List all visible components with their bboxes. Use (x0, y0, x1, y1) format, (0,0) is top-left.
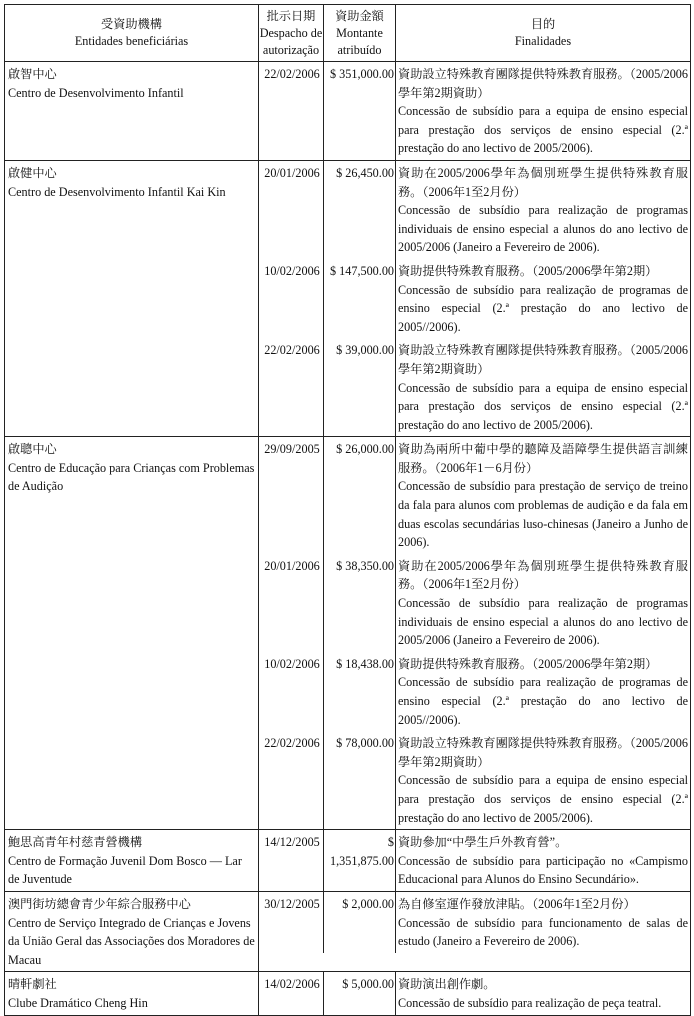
entity-cell (5, 160, 259, 436)
purpose-pt: Concessão de subsídio para a equipa de ensino especial para prestação dos serviços de ensino especial (2.ª prestação do ano lectivo de 2005/2006). (398, 773, 688, 825)
header-purpose-pt: Finalidades (514, 34, 572, 48)
grant-date: 22/02/2006 (259, 338, 324, 436)
entity-cell (5, 62, 259, 161)
purpose-pt: Concessão de subsídio para realização de programas de ensino especial (2.ª prestação do ano lectivo de 2005//2006). (398, 675, 688, 727)
grant-purpose (396, 892, 690, 953)
grant-item (259, 259, 690, 338)
grant-item (259, 62, 690, 160)
grant-amount: $ 78,000.00 (324, 731, 396, 829)
grant-purpose (396, 731, 690, 829)
grant-item (259, 652, 690, 731)
header-purpose (396, 5, 691, 62)
grant-purpose (396, 437, 690, 554)
entity-name-pt: Centro de Formação Juvenil Dom Bosco — Lar de Juventude (8, 853, 242, 887)
grant-date: 22/02/2006 (259, 62, 324, 160)
grant-amount: $ 147,500.00 (324, 259, 396, 338)
entity-name-zh: 晴軒劇社 (8, 977, 57, 992)
purpose-zh: 資助設立特殊教育團隊提供特殊教育服務。（2005/2006學年第2期資助） (398, 736, 688, 769)
grant-amount: $ 26,000.00 (324, 437, 396, 554)
grants-table (4, 4, 691, 1016)
grant-purpose (396, 972, 690, 1014)
purpose-zh: 資助設立特殊教育團隊提供特殊教育服務。（2005/2006學年第2期資助） (398, 343, 688, 376)
purpose-zh: 資助演出創作劇。 (398, 977, 496, 992)
purpose-pt: Concessão de subsídio para realização de peça teatral. (398, 995, 662, 1010)
table-row (5, 160, 691, 436)
grant-date: 20/01/2006 (259, 161, 324, 259)
grant-purpose (396, 554, 690, 652)
grant-purpose (396, 830, 690, 891)
table-row (5, 830, 691, 892)
header-amount-pt2: atribuído (337, 42, 382, 57)
grant-item (259, 161, 690, 259)
purpose-pt: Concessão de subsídio para participação no «Campismo Educacional para Alunos do Ensino Secundário». (398, 853, 688, 887)
purpose-zh: 資助提供特殊教育服務。（2005/2006學年第2期） (398, 656, 658, 671)
table-row (5, 62, 691, 161)
purpose-zh: 資助提供特殊教育服務。（2005/2006學年第2期） (398, 263, 658, 278)
grant-item (259, 554, 690, 652)
grant-date: 14/02/2006 (259, 972, 324, 1014)
grant-items-cell (259, 160, 691, 436)
entity-name-zh: 鮑思高青年村慈青營機構 (8, 835, 143, 850)
purpose-pt: Concessão de subsídio para realização de programas individuais de ensino especial a alunos do ano lectivo de 2005/2006 (Janeiro a Fevereiro de 2006). (398, 203, 688, 255)
entity-name-zh: 澳門街坊總會青少年綜合服務中心 (8, 896, 191, 911)
purpose-pt: Concessão de subsídio para funcionamento de salas de estudo (Janeiro a Fevereiro de 2006). (398, 915, 688, 949)
grant-amount: $ 26,450.00 (324, 161, 396, 259)
entity-cell (5, 437, 259, 830)
purpose-zh: 資助為兩所中葡中學的聽障及語障學生提供語言訓練服務。（2006年1－6月份） (398, 442, 688, 475)
grant-item (259, 338, 690, 436)
entity-cell (5, 830, 259, 892)
grant-date: 10/02/2006 (259, 259, 324, 338)
grant-date: 20/01/2006 (259, 554, 324, 652)
grant-amount: $ 2,000.00 (324, 892, 396, 953)
purpose-zh: 資助設立特殊教育團隊提供特殊教育服務。（2005/2006學年第2期資助） (398, 67, 688, 100)
header-entity-zh: 受資助機構 (101, 17, 162, 31)
entity-name-pt: Centro de Desenvolvimento Infantil Kai Kin (8, 184, 226, 199)
purpose-zh: 資助參加“中學生戶外教育營”。 (398, 835, 568, 850)
grant-date: 22/02/2006 (259, 731, 324, 829)
entity-name-pt: Clube Dramático Cheng Hin (8, 995, 148, 1010)
header-date-zh: 批示日期 (266, 8, 316, 23)
entity-name-pt: Centro de Educação para Crianças com Problemas de Audição (8, 460, 255, 494)
header-purpose-zh: 目的 (530, 17, 556, 31)
purpose-zh: 為自修室運作發放津貼。（2006年1至2月份） (398, 896, 636, 911)
table-header-row (5, 5, 691, 62)
entity-cell (5, 972, 259, 1015)
grant-items-cell (259, 437, 691, 830)
purpose-pt: Concessão de subsídio para a equipa de ensino especial para prestação dos serviços de ensino especial (2.ª prestação do ano lectivo de 2005/2006). (398, 104, 688, 156)
table-row (5, 437, 691, 830)
header-amount (324, 5, 396, 62)
header-amount-zh: 資助金額 (335, 8, 384, 23)
purpose-pt: Concessão de subsídio para realização de programas de ensino especial (2.ª prestação do ano lectivo de 2005//2006). (398, 282, 688, 334)
grant-amount: $ 1,351,875.00 (324, 830, 396, 891)
header-date (259, 5, 324, 62)
purpose-pt: Concessão de subsídio para prestação de serviço de treino da fala para alunos com problemas de audição e da fala em duas escolas secundárias luso-chinesas (Janeiro a Junho de 2006). (398, 479, 688, 550)
grant-items-cell (259, 972, 691, 1015)
header-date-pt1: Despacho de (259, 25, 323, 40)
grant-purpose (396, 652, 690, 731)
grant-purpose (396, 338, 690, 436)
grant-amount: $ 38,350.00 (324, 554, 396, 652)
grant-item (259, 437, 690, 554)
grant-date: 30/12/2005 (259, 892, 324, 953)
grant-purpose (396, 62, 690, 160)
grant-date: 10/02/2006 (259, 652, 324, 731)
grant-items-cell (259, 830, 691, 892)
grant-item (259, 731, 690, 829)
grant-amount: $ 5,000.00 (324, 972, 396, 1014)
grant-purpose (396, 161, 690, 259)
grant-date: 29/09/2005 (259, 437, 324, 554)
table-row (5, 972, 691, 1015)
purpose-zh: 資助在2005/2006學年為個別班學生提供特殊教育服務。（2006年1至2月份） (398, 558, 688, 592)
table-body (5, 62, 691, 1016)
grant-amount: $ 351,000.00 (324, 62, 396, 160)
header-entity (5, 5, 259, 62)
entity-name-pt: Centro de Desenvolvimento Infantil (8, 85, 184, 100)
table-row (5, 891, 691, 971)
header-entity-pt: Entidades beneficiárias (74, 34, 189, 48)
grant-purpose (396, 259, 690, 338)
grant-date: 14/12/2005 (259, 830, 324, 891)
header-date-pt2: autorização (262, 42, 320, 57)
grant-items-cell (259, 62, 691, 161)
purpose-zh: 資助在2005/2006學年為個別班學生提供特殊教育服務。（2006年1至2月份） (398, 165, 688, 199)
entity-name-pt: Centro de Serviço Integrado de Crianças e Jovens da União Geral das Associações dos Moradores de Macau (8, 915, 255, 967)
grant-items-cell (259, 891, 691, 971)
grant-amount: $ 18,438.00 (324, 652, 396, 731)
header-amount-pt1: Montante (336, 25, 383, 40)
purpose-pt: Concessão de subsídio para realização de programas individuais de ensino especial a alunos do ano lectivo de 2005/2006 (Janeiro a Fevereiro de 2006). (398, 596, 688, 648)
entity-name-zh: 啟聰中心 (8, 442, 57, 457)
grant-amount: $ 39,000.00 (324, 338, 396, 436)
entity-name-zh: 啟健中心 (8, 165, 57, 180)
entity-cell (5, 891, 259, 971)
grant-item (259, 830, 690, 891)
grant-item (259, 892, 690, 953)
purpose-pt: Concessão de subsídio para a equipa de ensino especial para prestação dos serviços de ensino especial (2.ª prestação do ano lectivo de 2005/2006). (398, 380, 688, 432)
grant-item (259, 972, 690, 1014)
entity-name-zh: 啟智中心 (8, 67, 57, 81)
